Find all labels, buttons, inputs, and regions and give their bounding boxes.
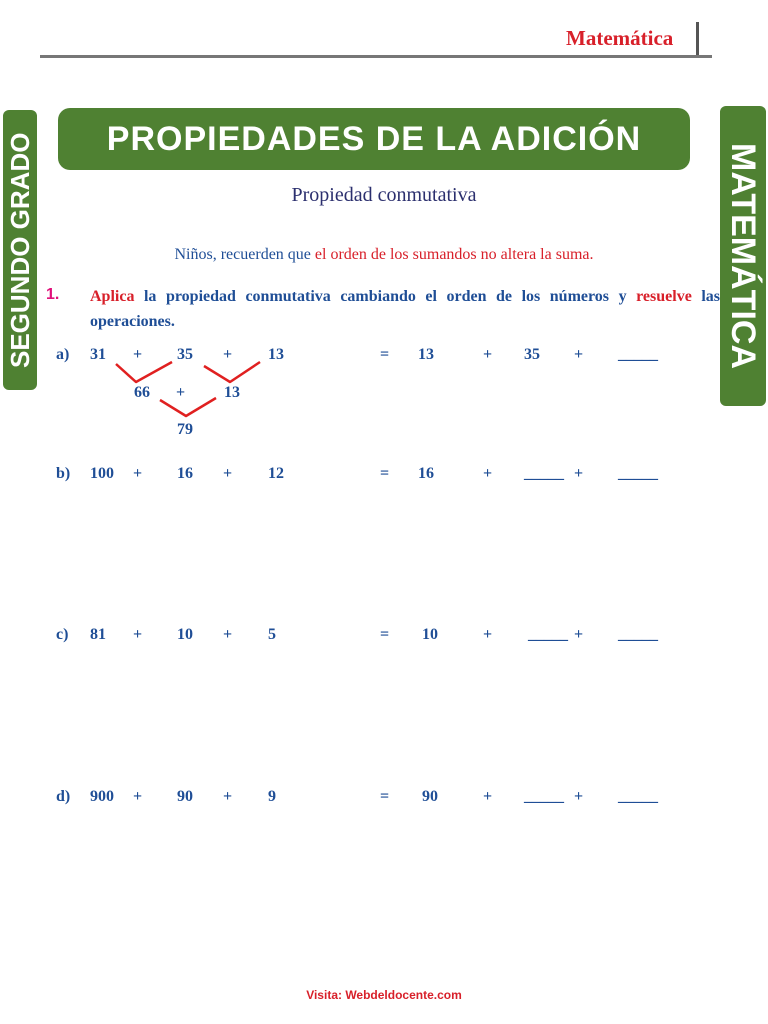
- plus-sign: +: [133, 465, 143, 482]
- plus-sign: +: [574, 626, 584, 643]
- plus-sign: +: [133, 788, 143, 805]
- reminder-highlight: el orden de los sumandos no altera la suma.: [314, 246, 594, 263]
- page-title: PROPIEDADES DE LA ADICIÓN: [106, 120, 642, 158]
- bracket-31-35: [116, 362, 172, 382]
- plus-sign: +: [223, 788, 233, 805]
- addend-3: 5: [268, 626, 276, 643]
- addend-1: 900: [90, 788, 114, 805]
- plus-sign: +: [133, 626, 143, 643]
- plus-sign: +: [223, 626, 233, 643]
- addend-3: 13: [268, 346, 284, 363]
- plus-sign: +: [483, 465, 493, 482]
- instruction-middle: la propiedad conmutativa cambiando el orden de los números y: [134, 288, 637, 305]
- exercise-label: a): [56, 346, 70, 363]
- plus-sign: +: [483, 626, 493, 643]
- reordered-1: 13: [418, 346, 434, 363]
- partial-sum: 66: [134, 384, 150, 401]
- plus-sign: +: [574, 346, 584, 363]
- addend-2: 90: [177, 788, 193, 805]
- instruction-verb-solve: resuelve: [636, 288, 692, 305]
- reordered-2: 35: [524, 346, 540, 363]
- subject-side-label: MATEMÁTICA: [724, 143, 762, 369]
- exercise-label: d): [56, 788, 71, 805]
- addend-3: 9: [268, 788, 276, 805]
- equals-sign: =: [380, 626, 390, 643]
- answer-blank[interactable]: _____: [524, 465, 564, 482]
- plus-sign: +: [574, 465, 584, 482]
- answer-blank[interactable]: _____: [528, 626, 568, 643]
- reordered-1: 16: [418, 465, 434, 482]
- exercise-label: b): [56, 465, 71, 482]
- reordered-1: 10: [422, 626, 438, 643]
- reminder-prefix: Niños, recuerden que: [174, 246, 315, 263]
- instruction-tail: las operaciones.: [90, 288, 721, 330]
- reordered-1: 90: [422, 788, 438, 805]
- answer-blank[interactable]: _____: [618, 465, 658, 482]
- subtitle: Propiedad conmutativa: [291, 184, 477, 206]
- plus-sign: +: [223, 346, 233, 363]
- total-sum: 79: [177, 421, 193, 438]
- addend-2: 10: [177, 626, 193, 643]
- exercise-label: c): [56, 626, 69, 643]
- equals-sign: =: [380, 346, 390, 363]
- addend-2: 16: [177, 465, 193, 482]
- answer-blank[interactable]: _____: [618, 626, 658, 643]
- addend-3: 12: [268, 465, 284, 482]
- addend-1: 81: [90, 626, 106, 643]
- plus-sign: +: [223, 465, 233, 482]
- plus-sign: +: [483, 346, 493, 363]
- bracket-66-13: [160, 398, 216, 416]
- addend-1: 31: [90, 346, 106, 363]
- plus-sign: +: [176, 384, 186, 401]
- plus-sign: +: [133, 346, 143, 363]
- partial-addend: 13: [224, 384, 240, 401]
- plus-sign: +: [483, 788, 493, 805]
- addend-2: 35: [177, 346, 193, 363]
- header-subject: Matemática: [566, 26, 674, 50]
- answer-blank[interactable]: _____: [618, 788, 658, 805]
- bracket-35-13: [204, 362, 260, 382]
- instruction-verb-apply: Aplica: [90, 288, 135, 305]
- equals-sign: =: [380, 788, 390, 805]
- question-number: 1.: [46, 286, 60, 303]
- plus-sign: +: [574, 788, 584, 805]
- grade-side-label: SEGUNDO GRADO: [5, 132, 35, 368]
- equals-sign: =: [380, 465, 390, 482]
- addend-1: 100: [90, 465, 114, 482]
- answer-blank[interactable]: _____: [618, 346, 658, 363]
- answer-blank[interactable]: _____: [524, 788, 564, 805]
- footer-link[interactable]: Visita: Webdeldocente.com: [306, 988, 462, 1002]
